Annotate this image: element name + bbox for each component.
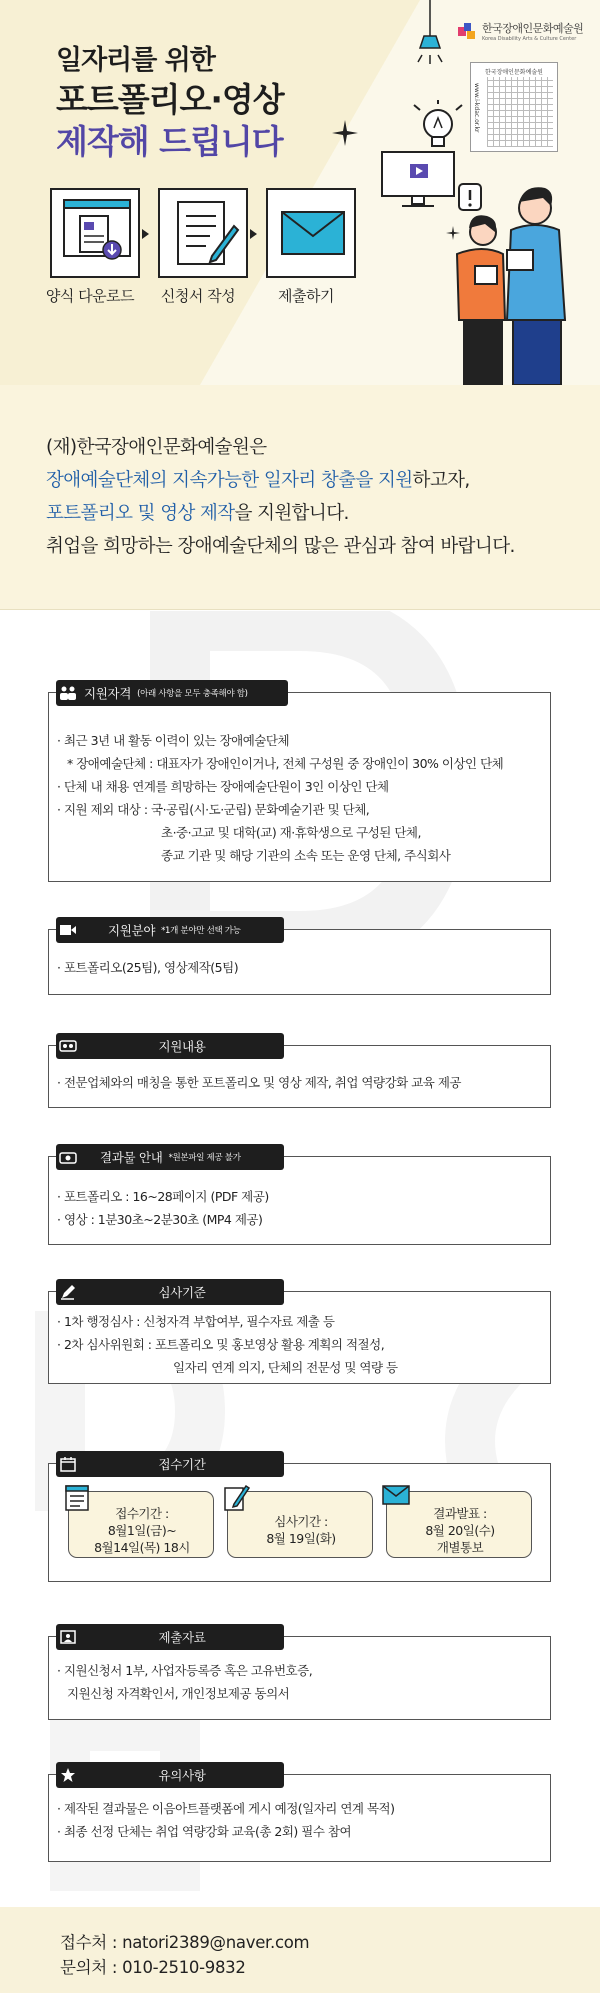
eligibility-title: 지원자격 bbox=[84, 686, 132, 701]
eligibility-note: (아래 사항을 모두 충족해야 함) bbox=[137, 689, 248, 699]
eligibility-line: · 지원 제외 대상 : 국·공립(시·도·군립) 문화예술기관 및 단체, bbox=[57, 802, 370, 817]
review-tab bbox=[56, 1279, 284, 1305]
schedule-announcement-date: 8월 20일(수) bbox=[425, 1523, 495, 1538]
documents-title: 제출자료 bbox=[158, 1630, 206, 1645]
notes-title: 유의사항 bbox=[158, 1768, 206, 1783]
poster-url: www.i-kdac.or.kr bbox=[473, 83, 480, 133]
intro-line4: 취업을 희망하는 장애예술단체의 많은 관심과 참여 바랍니다. bbox=[46, 536, 515, 557]
result-note: *원본파일 제공 불가 bbox=[168, 1153, 241, 1163]
intro-line2: 장애예술단체의 지속가능한 일자리 창출을 지원하고자, bbox=[46, 470, 470, 491]
review-title: 심사기준 bbox=[158, 1285, 206, 1300]
eligibility-line: 초·중·고교 및 대학(교) 재·휴학생으로 구성된 단체, bbox=[161, 825, 421, 840]
schedule-box-review bbox=[227, 1491, 373, 1558]
form-pen-icon bbox=[170, 196, 240, 270]
intro-highlight-1: 장애예술단체의 지속가능한 일자리 창출을 지원 bbox=[46, 470, 413, 491]
step-label-download: 양식 다운로드 bbox=[45, 287, 135, 305]
hero-title-line3: 제작해 드립니다 bbox=[56, 122, 283, 161]
organization-logo bbox=[456, 20, 583, 42]
poster-grid bbox=[487, 77, 553, 147]
sparkle-icon bbox=[330, 118, 360, 148]
document-download-icon bbox=[62, 198, 132, 268]
step-submit-box bbox=[266, 188, 356, 278]
pen-icon bbox=[56, 1279, 80, 1305]
id-card-icon bbox=[56, 1624, 80, 1650]
review-line: · 2차 심사위원회 : 포트폴리오 및 홍보영상 활용 계획의 적절성, bbox=[57, 1337, 385, 1352]
field-title: 지원분야 bbox=[108, 923, 156, 938]
intro-line3: 포트폴리오 및 영상 제작을 지원합니다. bbox=[46, 503, 349, 524]
hero-title-line1: 일자리를 위한 bbox=[56, 45, 215, 76]
poster-title: 한국장애인문화예술원 bbox=[485, 69, 543, 76]
video-camera-icon bbox=[56, 917, 80, 943]
step-arrow-icon bbox=[250, 229, 257, 239]
schedule-box-announcement bbox=[386, 1491, 532, 1558]
result-line: · 영상 : 1분30초~2분30초 (MP4 제공) bbox=[57, 1212, 263, 1227]
eligibility-tab bbox=[56, 680, 288, 706]
step-label-submit: 제출하기 bbox=[278, 287, 334, 305]
result-tab bbox=[56, 1144, 284, 1170]
result-line: · 포트폴리오 : 16~28페이지 (PDF 제공) bbox=[57, 1189, 269, 1204]
logo-mark-icon bbox=[456, 21, 478, 41]
notes-tab bbox=[56, 1762, 284, 1788]
step-download-box bbox=[50, 188, 140, 278]
eligibility-line: * 장애예술단체 : 대표자가 장애인이거나, 전체 구성원 중 장애인이 30% 이상인 단체 bbox=[67, 756, 504, 771]
lamp-icon bbox=[410, 0, 450, 70]
intro-highlight-2: 포트폴리오 및 영상 제작 bbox=[46, 503, 235, 524]
content-line: · 전문업체와의 매칭을 통한 포트폴리오 및 영상 제작, 취업 역량강화 교육 제공 bbox=[57, 1075, 461, 1090]
contact-footer bbox=[0, 1907, 600, 1993]
notes-line: · 제작된 결과물은 이음아트플랫폼에 게시 예정(일자리 연계 목적) bbox=[57, 1801, 395, 1816]
schedule-application-start: 8월1일(금)~ bbox=[107, 1523, 177, 1538]
schedule-tab bbox=[56, 1451, 284, 1477]
step-label-form: 신청서 작성 bbox=[160, 287, 236, 305]
logo-english-name: Korea Disability Arts & Culture Center bbox=[482, 36, 577, 42]
poster-illustration bbox=[470, 62, 558, 152]
intro-line1: (재)한국장애인문화예술원은 bbox=[46, 437, 267, 458]
schedule-application-end: 8월14일(목) 18시 bbox=[94, 1540, 190, 1555]
application-steps bbox=[50, 188, 356, 278]
eligibility-line: 종교 기관 및 해당 기관의 소속 또는 운영 단체, 주식회사 bbox=[161, 848, 451, 863]
field-note: *1개 분야만 선택 가능 bbox=[161, 926, 241, 936]
schedule-box-application bbox=[68, 1491, 214, 1558]
eligibility-line: · 최근 3년 내 활동 이력이 있는 장애예술단체 bbox=[57, 733, 290, 748]
step-arrow-icon bbox=[142, 229, 149, 239]
notes-line: · 최종 선정 단체는 취업 역량강화 교육(총 2회) 필수 참여 bbox=[57, 1824, 352, 1839]
camera-icon bbox=[56, 1144, 80, 1170]
star-icon bbox=[56, 1762, 80, 1788]
people-reading-illustration bbox=[425, 170, 600, 385]
schedule-application-label: 접수기간 : bbox=[115, 1506, 169, 1521]
contact-email: 접수처 : natori2389@naver.com bbox=[60, 1933, 310, 1952]
field-tab bbox=[56, 917, 284, 943]
schedule-review-date: 8월 19일(화) bbox=[266, 1531, 336, 1546]
content-title: 지원내용 bbox=[158, 1039, 206, 1054]
cassette-icon bbox=[56, 1033, 80, 1059]
field-line: · 포트폴리오(25팀), 영상제작(5팀) bbox=[57, 960, 239, 975]
step-labels bbox=[45, 285, 351, 306]
pencil-paper-icon bbox=[222, 1482, 250, 1512]
eligibility-line: · 단체 내 채용 연계를 희망하는 장애예술단원이 3인 이상인 단체 bbox=[57, 779, 389, 794]
schedule-title: 접수기간 bbox=[158, 1457, 206, 1472]
review-line: · 1차 행정심사 : 신청자격 부합여부, 필수자료 제출 등 bbox=[57, 1314, 335, 1329]
info-sections bbox=[0, 611, 600, 1901]
calendar-icon bbox=[56, 1451, 80, 1477]
schedule-review-label: 심사기간 : bbox=[274, 1514, 328, 1529]
contact-phone: 문의처 : 010-2510-9832 bbox=[60, 1958, 246, 1977]
logo-korean-name: 한국장애인문화예술원 bbox=[482, 22, 584, 35]
documents-tab bbox=[56, 1624, 284, 1650]
content-tab bbox=[56, 1033, 284, 1059]
eligibility-card bbox=[48, 692, 551, 882]
review-line: 일자리 연계 의지, 단체의 전문성 및 역량 등 bbox=[173, 1360, 398, 1375]
hero-banner bbox=[0, 0, 600, 385]
hero-title-line2: 포트폴리오·영상 bbox=[56, 80, 284, 119]
intro-section bbox=[0, 385, 600, 610]
people-icon bbox=[56, 680, 80, 706]
documents-line: 지원신청 자격확인서, 개인정보제공 동의서 bbox=[67, 1686, 290, 1701]
result-title: 결과물 안내 bbox=[100, 1150, 163, 1165]
step-form-box bbox=[158, 188, 248, 278]
schedule-announcement-method: 개별통보 bbox=[436, 1540, 484, 1555]
documents-line: · 지원신청서 1부, 사업자등록증 혹은 고유번호증, bbox=[57, 1663, 313, 1678]
envelope-icon bbox=[278, 204, 348, 264]
schedule-announcement-label: 결과발표 : bbox=[433, 1506, 487, 1521]
